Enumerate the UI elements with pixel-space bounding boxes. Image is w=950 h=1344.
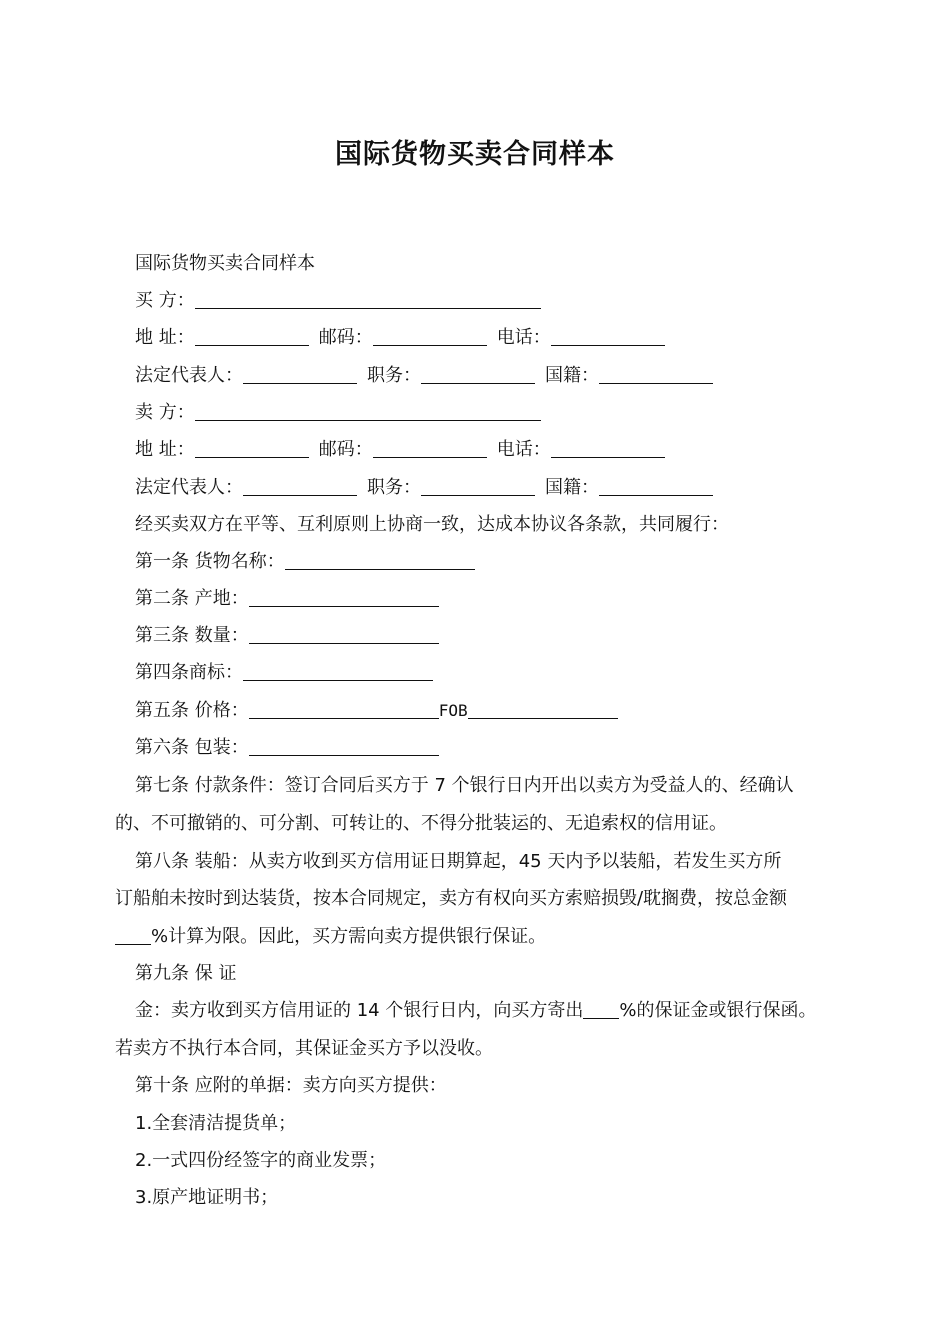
buyer-rep-blank[interactable] xyxy=(243,366,357,384)
seller-position-blank[interactable] xyxy=(421,478,535,496)
article-3-label: 第三条 数量： xyxy=(135,625,249,646)
buyer-rep-line xyxy=(135,364,713,388)
buyer-address-label: 地 址： xyxy=(135,327,195,348)
article-8-percent-blank[interactable] xyxy=(115,927,151,945)
article-9-line-2: 若卖方不执行本合同，其保证金买方予以没收。 xyxy=(115,1038,493,1059)
article-4 xyxy=(135,661,433,685)
article-5 xyxy=(135,699,618,723)
buyer-postcode-label: 邮码： xyxy=(318,327,373,348)
article-2-label: 第二条 产地： xyxy=(135,588,249,609)
seller-rep-line xyxy=(135,476,713,500)
article-8-line-2: 订船舶未按时到达装货，按本合同规定，卖方有权向买方索赔损毁/耽搁费，按总金额 xyxy=(115,888,788,909)
intro-text: 经买卖双方在平等、互利原则上协商一致，达成本协议各条款，共同履行： xyxy=(135,514,729,535)
article-1-label: 第一条 货物名称： xyxy=(135,551,285,572)
seller-postcode-blank[interactable] xyxy=(373,440,487,458)
article-6 xyxy=(135,736,439,760)
article-8-line-1: 第八条 装船：从卖方收到买方信用证日期算起，45 天内予以装船，若发生买方所 xyxy=(135,851,782,872)
buyer-address-line xyxy=(135,326,665,350)
buyer-phone-label: 电话： xyxy=(496,327,551,348)
buyer-position-label: 职务： xyxy=(367,365,421,386)
article-9-line-1 xyxy=(135,999,816,1023)
article-10-item-3: 3.原产地证明书； xyxy=(135,1187,279,1208)
article-3-blank[interactable] xyxy=(249,626,439,644)
buyer-rep-label: 法定代表人： xyxy=(135,365,243,386)
article-9-line-1b: %的保证金或银行保函。 xyxy=(619,1000,817,1021)
buyer-nationality-label: 国籍： xyxy=(545,365,599,386)
document-title: 国际货物买卖合同样本 xyxy=(335,139,615,170)
article-10-item-2: 2.一式四份经签字的商业发票； xyxy=(135,1150,387,1171)
seller-label: 卖 方： xyxy=(135,402,195,423)
article-1-blank[interactable] xyxy=(285,552,475,570)
seller-blank[interactable] xyxy=(195,403,541,421)
seller-nationality-label: 国籍： xyxy=(545,477,599,498)
article-10-item-1: 1.全套清洁提货单； xyxy=(135,1113,297,1134)
article-9-title: 第九条 保 证 xyxy=(135,963,237,984)
seller-nationality-blank[interactable] xyxy=(599,478,713,496)
seller-postcode-label: 邮码： xyxy=(318,439,373,460)
article-9-percent-blank[interactable] xyxy=(583,1001,619,1019)
article-8-line-3 xyxy=(115,925,546,949)
buyer-position-blank[interactable] xyxy=(421,366,535,384)
article-4-blank[interactable] xyxy=(243,663,433,681)
buyer-label: 买 方： xyxy=(135,290,195,311)
article-8-line-3-text: %计算为限。因此，买方需向卖方提供银行保证。 xyxy=(151,926,547,947)
article-10-title: 第十条 应附的单据：卖方向买方提供： xyxy=(135,1075,447,1096)
seller-rep-blank[interactable] xyxy=(243,478,357,496)
article-7-line-2: 的、不可撤销的、可分割、可转让的、不得分批装运的、无追索权的信用证。 xyxy=(115,813,727,834)
buyer-phone-blank[interactable] xyxy=(551,328,665,346)
seller-address-line xyxy=(135,438,665,462)
seller-position-label: 职务： xyxy=(367,477,421,498)
seller-address-blank[interactable] xyxy=(195,440,309,458)
buyer-nationality-blank[interactable] xyxy=(599,366,713,384)
article-9-line-1a: 金：卖方收到买方信用证的 14 个银行日内，向买方寄出 xyxy=(135,1000,584,1021)
article-6-label: 第六条 包装： xyxy=(135,737,249,758)
article-4-label: 第四条商标： xyxy=(135,662,243,683)
seller-rep-label: 法定代表人： xyxy=(135,477,243,498)
article-5-price-blank[interactable] xyxy=(249,701,439,719)
article-7-line-1: 第七条 付款条件：签订合同后买方于 7 个银行日内开出以卖方为受益人的、经确认 xyxy=(135,775,794,796)
article-5-fob: FOB xyxy=(438,701,468,720)
buyer-blank[interactable] xyxy=(195,291,541,309)
buyer-line xyxy=(135,289,541,313)
seller-phone-label: 电话： xyxy=(496,439,551,460)
article-5-label: 第五条 价格： xyxy=(135,700,249,721)
seller-address-label: 地 址： xyxy=(135,439,195,460)
article-5-fob-blank[interactable] xyxy=(468,701,618,719)
subtitle: 国际货物买卖合同样本 xyxy=(135,253,315,274)
article-6-blank[interactable] xyxy=(249,738,439,756)
article-1 xyxy=(135,550,475,574)
seller-phone-blank[interactable] xyxy=(551,440,665,458)
buyer-address-blank[interactable] xyxy=(195,328,309,346)
article-2 xyxy=(135,587,439,611)
article-2-blank[interactable] xyxy=(249,589,439,607)
buyer-postcode-blank[interactable] xyxy=(373,328,487,346)
seller-line xyxy=(135,401,541,425)
article-3 xyxy=(135,624,439,648)
